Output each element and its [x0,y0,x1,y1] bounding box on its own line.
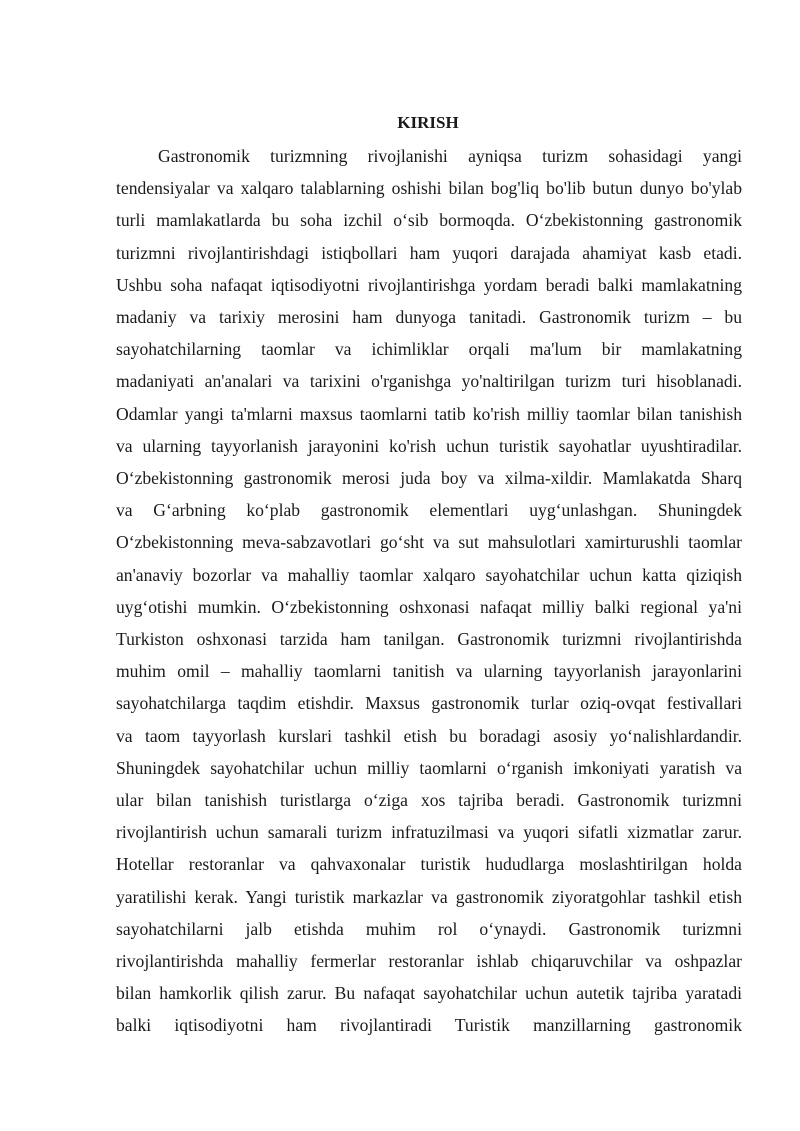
paragraph-line: madaniyati an'analari va tarixini o'rganishga yo'naltirilgan turizm turi hisoblanadi. [116,371,742,392]
paragraph-line: va ularning tayyorlanish jarayonini ko'rish uchun turistik sayohatlar uyushtiradilar. [116,435,742,456]
paragraph-line: turli mamlakatlarda bu soha izchil o‘sib bormoqda. O‘zbekistonning gastronomik [116,210,742,231]
paragraph-line: O‘zbekistonning meva-sabzavotlari go‘sht va sut mahsulotlari xamirturushli taomlar [116,532,742,553]
paragraph-line: turizmni rivojlantirishdagi istiqbollari ham yuqori darajada ahamiyat kasb etadi. [116,242,742,263]
paragraph-line: balki iqtisodiyotni ham rivojlantiradi Turistik manzillarning gastronomik [116,1015,742,1036]
paragraph-line: Odamlar yangi ta'mlarni maxsus taomlarni tatib ko'rish milliy taomlar bilan tanishish [116,403,742,424]
paragraph-line: sayohatchilarni jalb etishda muhim rol o‘ynaydi. Gastronomik turizmni [116,918,742,939]
paragraph-line: sayohatchilarga taqdim etishdir. Maxsus gastronomik turlar oziq-ovqat festivallari [116,693,742,714]
paragraph-line: madaniy va tarixiy merosini ham dunyoga tanitadi. Gastronomik turizm – bu [116,307,742,327]
paragraph-line: Hotellar restoranlar va qahvaxonalar turistik hududlarga moslashtirilgan holda [116,854,742,875]
paragraph-line: O‘zbekistonning gastronomik merosi juda boy va xilma-xildir. Mamlakatda Sharq [116,468,742,488]
paragraph-line: tendensiyalar va xalqaro talablarning oshishi bilan bog'liq bo'lib butun dunyo bo'ylab [116,178,742,199]
paragraph-line: Shuningdek sayohatchilar uchun milliy taomlarni o‘rganish imkoniyati yaratish va [116,757,742,778]
paragraph-line: sayohatchilarning taomlar va ichimliklar orqali ma'lum bir mamlakatning [116,339,742,360]
paragraph-line: Turkiston oshxonasi tarzida ham tanilgan. Gastronomik turizmni rivojlantirishda [116,629,742,649]
paragraph-line: rivojlantirishda mahalliy fermerlar restoranlar ishlab chiqaruvchilar va oshpazlar [116,951,742,971]
document-heading: KIRISH [397,113,459,132]
paragraph-line: yaratilishi kerak. Yangi turistik markazlar va gastronomik ziyoratgohlar tashkil etish [116,886,742,907]
paragraph-line: bilan hamkorlik qilish zarur. Bu nafaqat sayohatchilar uchun autetik tajriba yaratadi [116,983,742,1004]
paragraph-line: uyg‘otishi mumkin. O‘zbekistonning oshxonasi nafaqat milliy balki regional ya'ni [116,596,742,617]
paragraph-line: an'anaviy bozorlar va mahalliy taomlar xalqaro sayohatchilar uchun katta qiziqish [116,564,742,585]
paragraph-line: va taom tayyorlash kurslari tashkil etish bu boradagi asosiy yo‘nalishlardandir. [116,725,742,746]
paragraph-line: Gastronomik turizmning rivojlanishi ayniqsa turizm sohasidagi yangi [158,146,742,166]
paragraph-line: ular bilan tanishish turistlarga o‘ziga xos tajriba beradi. Gastronomik turizmni [116,790,742,810]
paragraph-line: muhim omil – mahalliy taomlarni tanitish va ularning tayyorlanish jarayonlarini [116,661,742,682]
paragraph-line: va G‘arbning ko‘plab gastronomik elementlari uyg‘unlashgan. Shuningdek [116,500,742,521]
paragraph-line: rivojlantirish uchun samarali turizm infratuzilmasi va yuqori sifatli xizmatlar zarur. [116,822,742,843]
paragraph-line: Ushbu soha nafaqat iqtisodiyotni rivojlantirishga yordam beradi balki mamlakatning [116,274,742,295]
